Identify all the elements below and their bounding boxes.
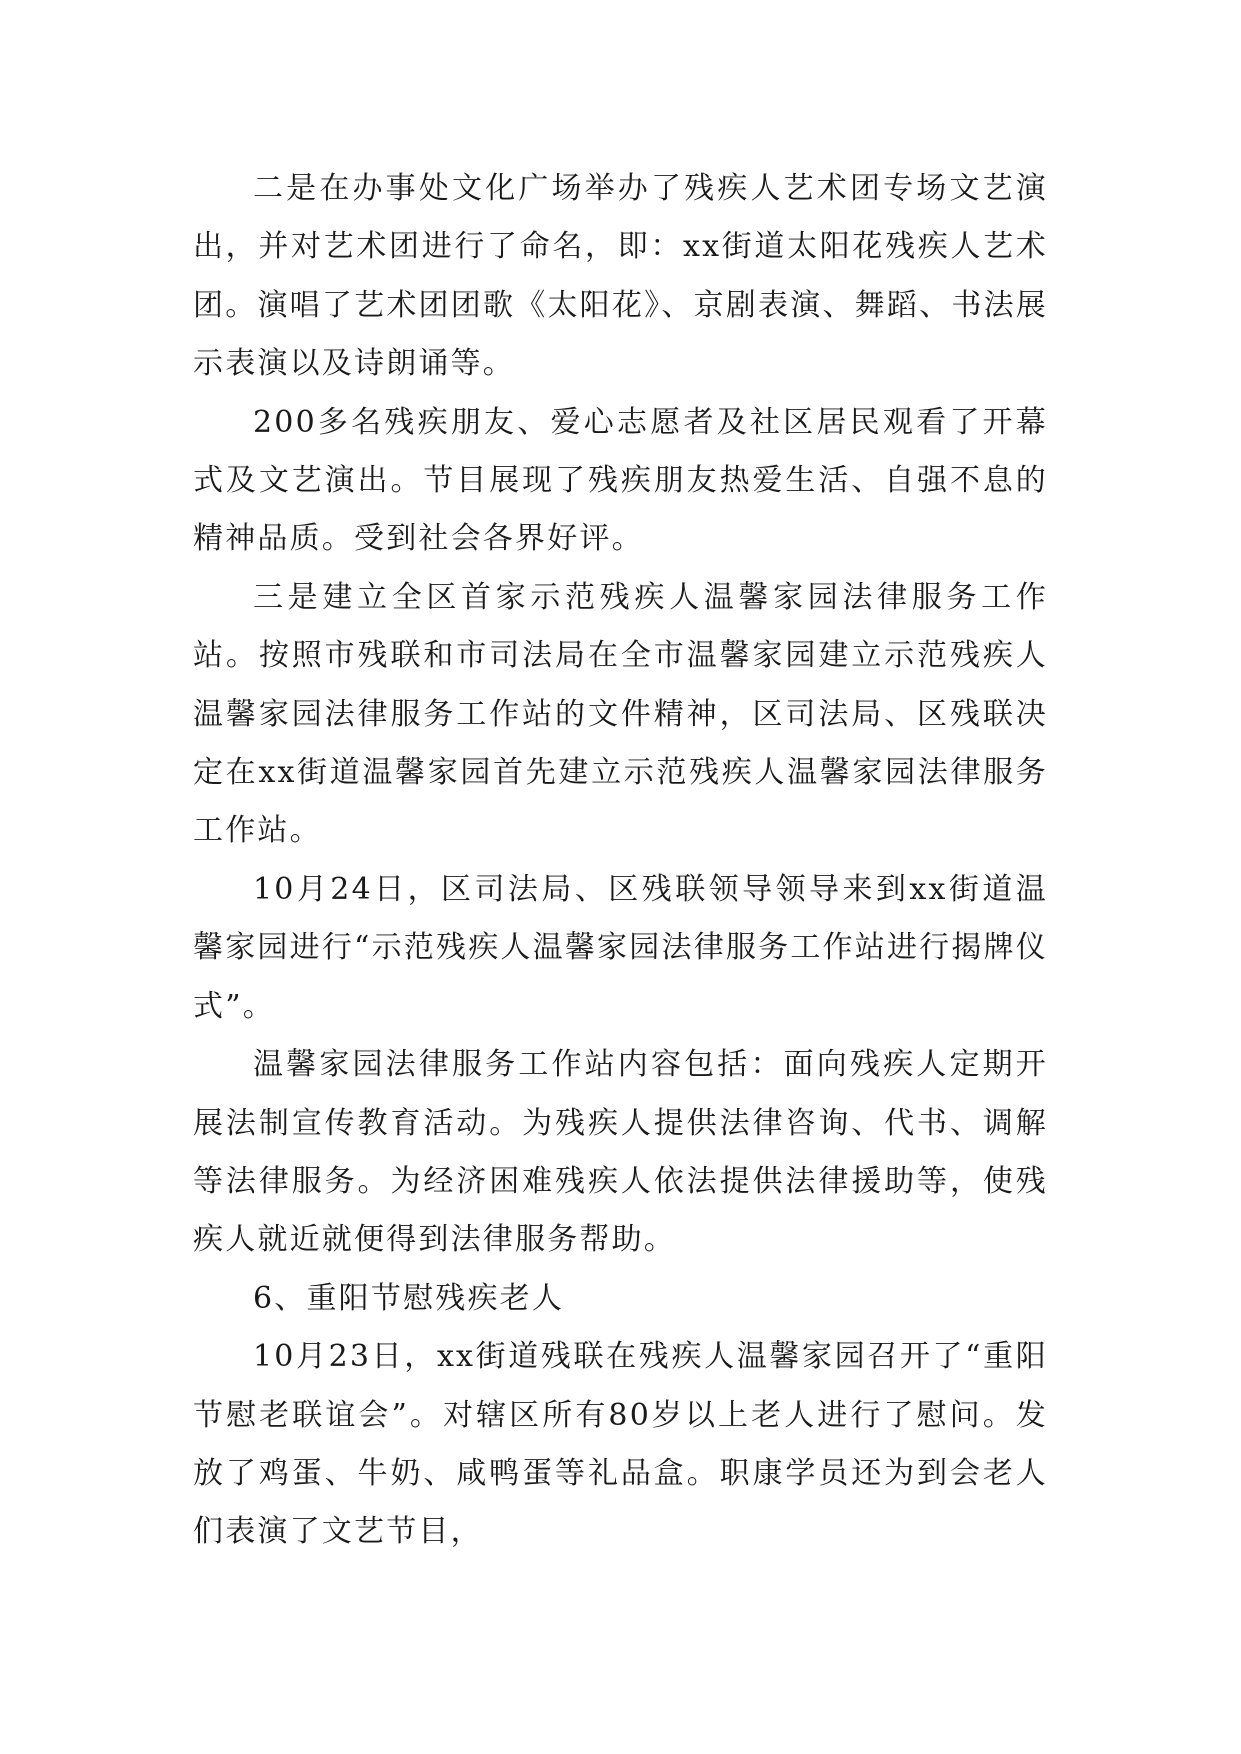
paragraph-double-ninth-event: 10月23日，xx街道残联在残疾人温馨家园召开了“重阳节慰老联谊会”。对辖区所有80岁以上老人进行了慰问。发放了鸡蛋、牛奶、咸鸭蛋等礼品盒。职康学员还为到会老人们表演了文艺节目，: [193, 1339, 1048, 1550]
document-body: [193, 160, 1048, 1562]
section-heading-double-ninth: 6、重阳节慰残疾老人: [253, 1280, 565, 1316]
paragraph-art-troupe-performance: 二是在办事处文化广场举办了残疾人艺术团专场文艺演出，并对艺术团进行了命名，即：xx街道太阳花残疾人艺术团。演唱了艺术团团歌《太阳花》、京剧表演、舞蹈、书法展示表演以及诗朗诵等。: [193, 171, 1048, 382]
paragraph-unveiling-ceremony: 10月24日，区司法局、区残联领导领导来到xx街道温馨家园进行“示范残疾人温馨家园法律服务工作站进行揭牌仪式”。: [193, 871, 1048, 1024]
paragraph-audience: 200多名残疾朋友、爱心志愿者及社区居民观看了开幕式及文艺演出。节目展现了残疾朋友热爱生活、自强不息的精神品质。受到社会各界好评。: [193, 404, 1048, 557]
paragraph-station-services: 温馨家园法律服务工作站内容包括：面向残疾人定期开展法制宣传教育活动。为残疾人提供法律咨询、代书、调解等法律服务。为经济困难残疾人依法提供法律援助等，使残疾人就近就便得到法律服务帮助。: [193, 1047, 1048, 1258]
paragraph-legal-station: 三是建立全区首家示范残疾人温馨家园法律服务工作站。按照市残联和市司法局在全市温馨家园建立示范残疾人温馨家园法律服务工作站的文件精神，区司法局、区残联决定在xx街道温馨家园首先建立示范残疾人温馨家园法律服务工作站。: [193, 579, 1048, 849]
